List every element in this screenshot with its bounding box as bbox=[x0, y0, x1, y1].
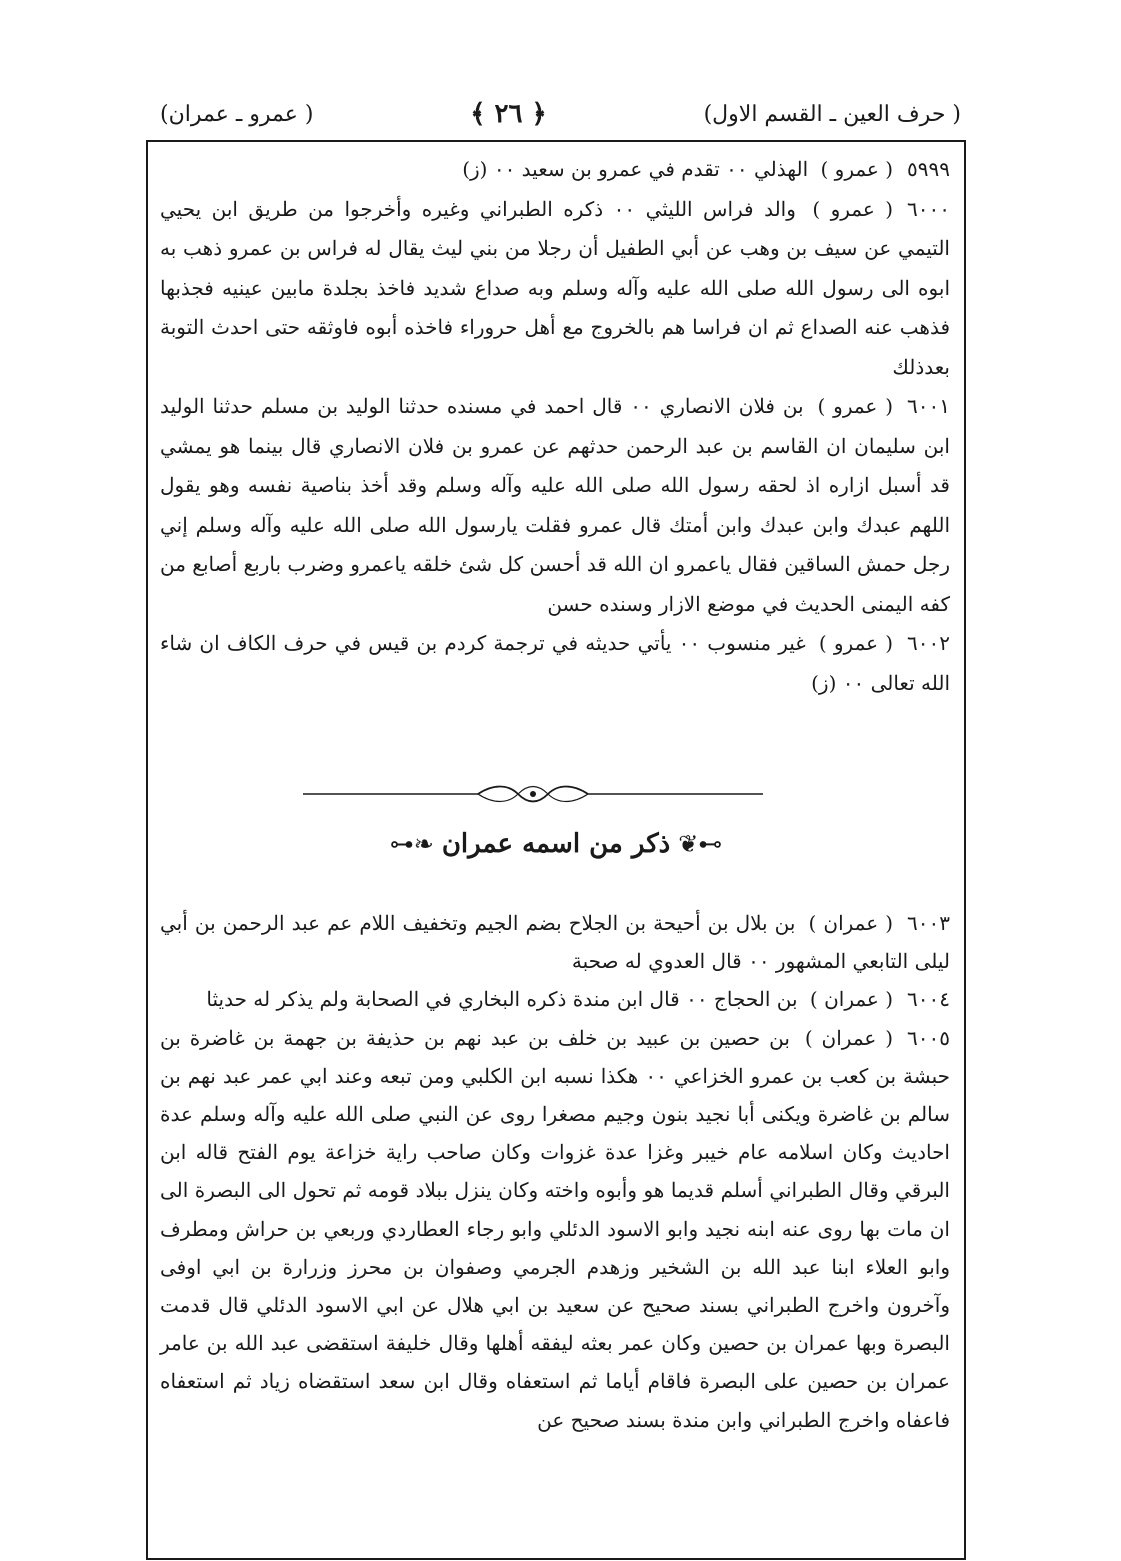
entry-text: غير منسوب ٠٠ يأتي حديثه في ترجمة كردم بن قيس في حرف الكاف ان شاء الله تعالى ٠٠ (ز) bbox=[160, 631, 950, 695]
running-head-right: ( حرف العين ـ القسم الاول) bbox=[703, 101, 961, 127]
entry-text: بن حصين بن عبيد بن خلف بن عبد نهم بن حذيفة بن جهمة بن غاضرة بن حبشة بن كعب بن عمرو الخزاعي ٠٠ هكذا نسبه ابن الكلبي ومن تبعه وعند ابي عمر عبد نهم بن سالم بن غاضرة ويكنى أبا نجيد بنون وجيم مصغرا روى عن النبي صلى الله عليه وآله وسلم عدة احاديث وكان اسلامه عام خيبر وغزا عدة غزوات وكان صاحب راية خزاعة يوم الفتح قاله ابن البرقي وقال الطبراني أسلم قديما هو وأبوه واخته وكان ينزل ببلاد قومه ثم تحول الى البصرة الى ان مات بها روى عنه ابنه نجيد وابو الاسود الدئلي وابو رجاء العطاردي وربعي بن حراش ومطرف وابو العلاء ابنا عبد الله بن الشخير وزهدم الجرمي وصفوان بن محرز وزرارة بن ابي اوفى وآخرون واخرج الطبراني بسند صحيح عن سعيد بن ابي هلال عن ابي الاسود الدئلي قال قدمت البصرة وبها عمران بن حصين وكان عمر بعثه ليفقه أهلها وقال خليفة استقضى عبد الله بن عامر عمران بن حصين على البصرة فاقام أياما ثم استعفاه وقال ابن سعد استقضاه زياد ثم استعفاه فاعفاه واخرج الطبراني وابن مندة بسند صحيح عن bbox=[160, 1025, 950, 1432]
ornamental-divider bbox=[303, 782, 763, 806]
entries-top bbox=[160, 150, 950, 703]
entry-text: بن الحجاج ٠٠ قال ابن مندة ذكره البخاري في الصحابة ولم يذكر له حديثا bbox=[206, 987, 798, 1012]
entry bbox=[160, 190, 950, 388]
entry-name: ( عمرو ) bbox=[820, 157, 894, 181]
entry bbox=[160, 387, 950, 624]
section-heading bbox=[148, 822, 964, 866]
entry-number: ٦٠٠٤ bbox=[907, 987, 950, 1012]
ornament-right-icon: ❧⊷ bbox=[389, 830, 434, 858]
entry-name: ( عمرو ) bbox=[812, 196, 894, 221]
entry-number: ٦٠٠٠ bbox=[907, 196, 950, 221]
section-title: ذكر من اسمه عمران bbox=[441, 829, 671, 859]
entry-text: الهذلي ٠٠ تقدم في عمرو بن سعيد ٠٠ (ز) bbox=[462, 157, 809, 181]
entry bbox=[160, 1019, 950, 1439]
entry-name: ( عمران ) bbox=[804, 1025, 894, 1050]
entry-text: بن بلال بن أحيحة بن الجلاح بضم الجيم وتخفيف اللام عم عبد الرحمن بن أبي ليلى التابعي المشهور ٠٠ قال العدوي له صحبة bbox=[160, 911, 950, 974]
entry-text: بن فلان الانصاري ٠٠ قال احمد في مسنده حدثنا الوليد بن مسلم حدثنا الوليد ابن سليمان ان القاسم بن عبد الرحمن حدثهم عن عمرو بن فلان الانصاري قال بينما هو يمشي قد أسبل ازاره اذ لحقه رسول الله صلى الله عليه وآله وسلم وقد أخذ بناصية نفسه وهو يقول اللهم عبدك وابن عبدك وابن أمتك قال عمرو فقلت يارسول الله صلى الله عليه وآله وسلم إني رجل حمش الساقين فقال ياعمرو ان الله قد أحسن كل شئ خلقه ياعمرو وضرب باربع أصابع من كفه اليمنى الحديث في موضع الازار وسنده حسن bbox=[160, 394, 950, 616]
entry bbox=[160, 150, 950, 190]
entry-number: ٦٠٠١ bbox=[907, 394, 950, 418]
running-head bbox=[160, 96, 961, 132]
entry-number: ٦٠٠٥ bbox=[907, 1025, 951, 1050]
text-frame bbox=[146, 140, 966, 1560]
entry-name: ( عمرو ) bbox=[817, 394, 894, 418]
entry bbox=[160, 980, 950, 1018]
entry-number: ٦٠٠٣ bbox=[907, 911, 950, 935]
ornament-left-icon: ⊶❦ bbox=[678, 830, 723, 858]
entry bbox=[160, 904, 950, 980]
entries-bottom bbox=[160, 904, 950, 1439]
entry bbox=[160, 624, 950, 703]
entry-number: ٦٠٠٢ bbox=[907, 631, 950, 655]
entry-name: ( عمران ) bbox=[809, 987, 894, 1012]
entry-name: ( عمران ) bbox=[808, 911, 894, 935]
running-head-left: ( عمرو ـ عمران) bbox=[160, 101, 314, 127]
page-number: ﴿ ٢٦ ﴾ bbox=[470, 99, 547, 129]
entry-text: والد فراس الليثي ٠٠ ذكره الطبراني وغيره وأخرجوا من طريق ابن يحيي التيمي عن سيف بن وهب عن أبي الطفيل أن رجلا من بني ليث يقال له فراس بن عمرو ذهب به ابوه الى رسول الله صلى الله عليه وآله وسلم وبه صداع شديد فاخذ بجلدة مابين عينيه فجذبها فذهب عنه الصداع ثم ان فراسا هم بالخروج مع أهل حروراء فاخذه أبوه فاوثقه حتى احدث التوبة بعدذلك bbox=[160, 196, 950, 379]
entry-name: ( عمرو ) bbox=[818, 631, 894, 655]
entry-number: ٥٩٩٩ bbox=[907, 157, 950, 181]
